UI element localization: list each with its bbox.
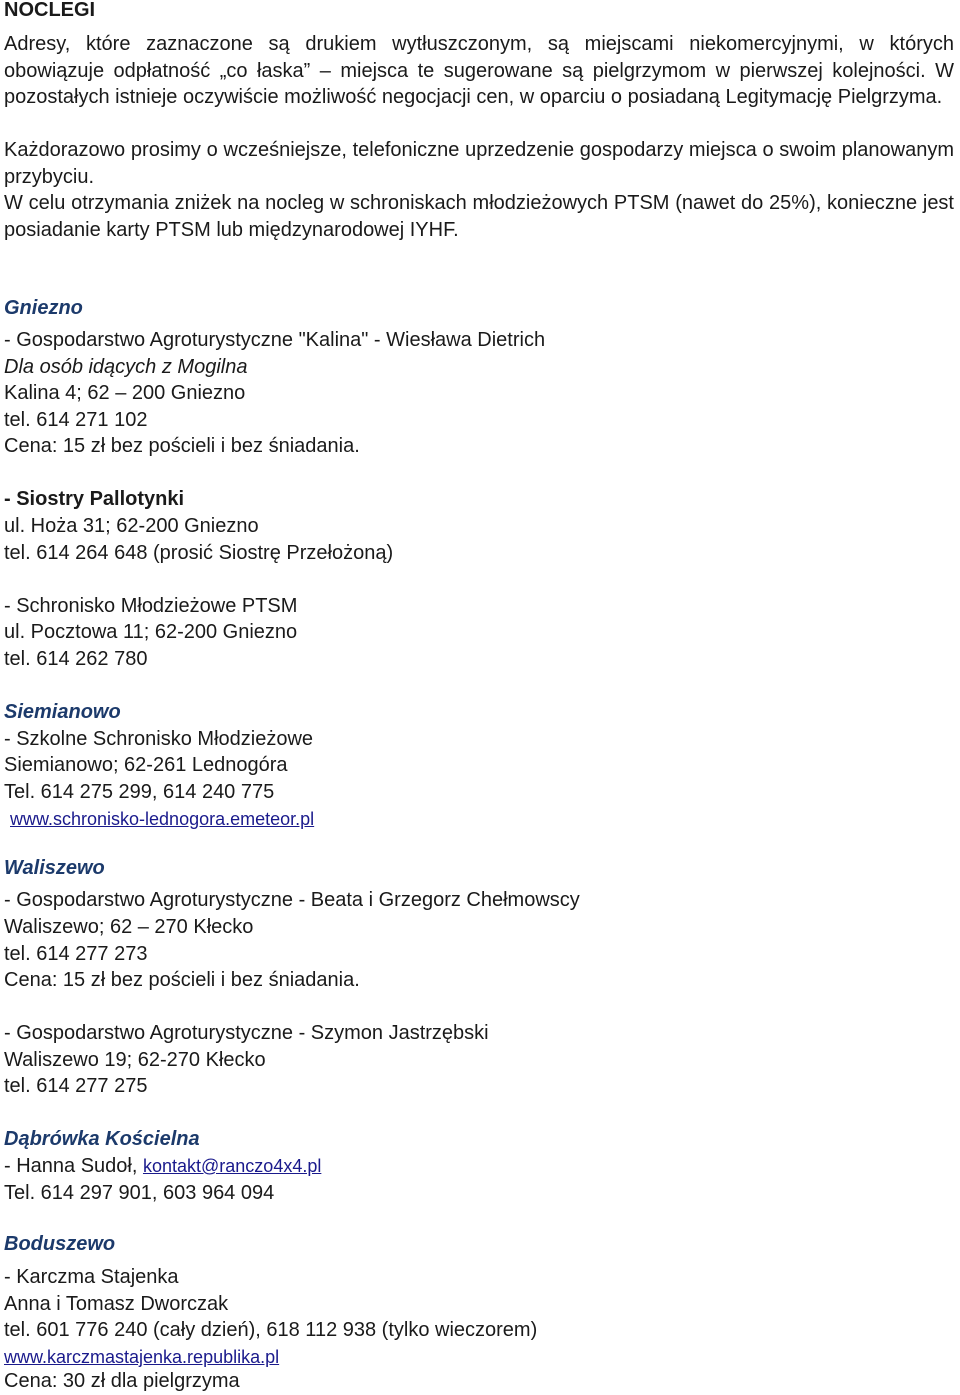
lodging-price-kalina: Cena: 15 zł bez pościeli i bez śniadania.	[4, 435, 360, 457]
city-heading-boduszewo: Boduszewo	[4, 1233, 116, 1255]
city-heading-siemianowo: Siemianowo	[4, 701, 121, 723]
lodging-owners-boduszewo: Anna i Tomasz Dworczak	[4, 1293, 229, 1315]
lodging-phone-boduszewo: tel. 601 776 240 (cały dzień), 618 112 938 (tylko wieczorem)	[4, 1319, 538, 1341]
city-heading-waliszewo: Waliszewo	[4, 857, 105, 879]
lodging-phone-ptsm: tel. 614 262 780	[4, 648, 148, 670]
lodging-address-pallotynki: ul. Hoża 31; 62-200 Gniezno	[4, 515, 259, 537]
website-link-boduszewo[interactable]: www.karczmastajenka.republika.pl	[4, 1347, 280, 1367]
intro-paragraph-pricing: Adresy, które zaznaczone są drukiem wytłuszczonym, są miejscami niekomercyjnymi, w których obowiązuje odpłatność „co łaska” – miejsca te sugerowane są pielgrzymom w pierwszej kolejności. W pozostałych istnieje oczywiście możliwość negocjacji cen, w oparciu o posiadaną Legitymację Pielgrzyma.	[4, 33, 954, 108]
website-link-siemianowo[interactable]: www.schronisko-lednogora.emeteor.pl	[10, 809, 315, 829]
lodging-name-pallotynki: - Siostry Pallotynki	[4, 488, 185, 510]
lodging-address-chelmowscy: Waliszewo; 62 – 270 Kłecko	[4, 916, 254, 938]
lodging-name-dabrowka	[4, 1153, 321, 1179]
lodging-address-kalina: Kalina 4; 62 – 200 Gniezno	[4, 382, 246, 404]
lodging-phone-chelmowscy: tel. 614 277 273	[4, 943, 148, 965]
lodging-name-kalina: - Gospodarstwo Agroturystyczne "Kalina" - Wiesława Dietrich	[4, 329, 546, 351]
intro-paragraph-ptsm: W celu otrzymania zniżek na nocleg w schroniskach młodzieżowych PTSM (nawet do 25%), konieczne jest posiadanie karty PTSM lub międzynarodowej IYHF.	[4, 192, 954, 241]
lodging-name-siemianowo: - Szkolne Schronisko Młodzieżowe	[4, 728, 314, 750]
lodging-price-chelmowscy: Cena: 15 zł bez pościeli i bez śniadania.	[4, 969, 360, 991]
lodging-price-boduszewo: Cena: 30 zł dla pielgrzyma	[4, 1370, 240, 1392]
lodging-name-chelmowscy: - Gospodarstwo Agroturystyczne - Beata i Grzegorz Chełmowscy	[4, 889, 580, 911]
city-heading-gniezno: Gniezno	[4, 297, 83, 319]
lodging-name-jastrzebski: - Gospodarstwo Agroturystyczne - Szymon Jastrzębski	[4, 1022, 489, 1044]
lodging-phone-dabrowka: Tel. 614 297 901, 603 964 094	[4, 1182, 275, 1204]
city-heading-dabrowka: Dąbrówka Kościelna	[4, 1128, 200, 1150]
email-link-dabrowka[interactable]: kontakt@ranczo4x4.pl	[142, 1156, 322, 1176]
lodging-address-ptsm: ul. Pocztowa 11; 62-200 Gniezno	[4, 621, 298, 643]
lodging-note-kalina: Dla osób idących z Mogilna	[4, 356, 248, 378]
lodging-name-boduszewo: - Karczma Stajenka	[4, 1266, 179, 1288]
lodging-phone-siemianowo: Tel. 614 275 299, 614 240 775	[4, 781, 275, 803]
lodging-host-name: - Hanna Sudoł,	[4, 1155, 143, 1177]
lodging-phone-pallotynki: tel. 614 264 648 (prosić Siostrę Przełożoną)	[4, 542, 394, 564]
lodging-phone-jastrzebski: tel. 614 277 275	[4, 1075, 148, 1097]
lodging-name-ptsm: - Schronisko Młodzieżowe PTSM	[4, 595, 298, 617]
lodging-phone-kalina: tel. 614 271 102	[4, 409, 148, 431]
lodging-address-siemianowo: Siemianowo; 62-261 Lednogóra	[4, 754, 288, 776]
intro-paragraph-notice: Każdorazowo prosimy o wcześniejsze, telefoniczne uprzedzenie gospodarzy miejsca o swoim planowanym przybyciu.	[4, 139, 954, 188]
page-title: NOCLEGI	[4, 0, 96, 21]
lodging-address-jastrzebski: Waliszewo 19; 62-270 Kłecko	[4, 1049, 266, 1071]
